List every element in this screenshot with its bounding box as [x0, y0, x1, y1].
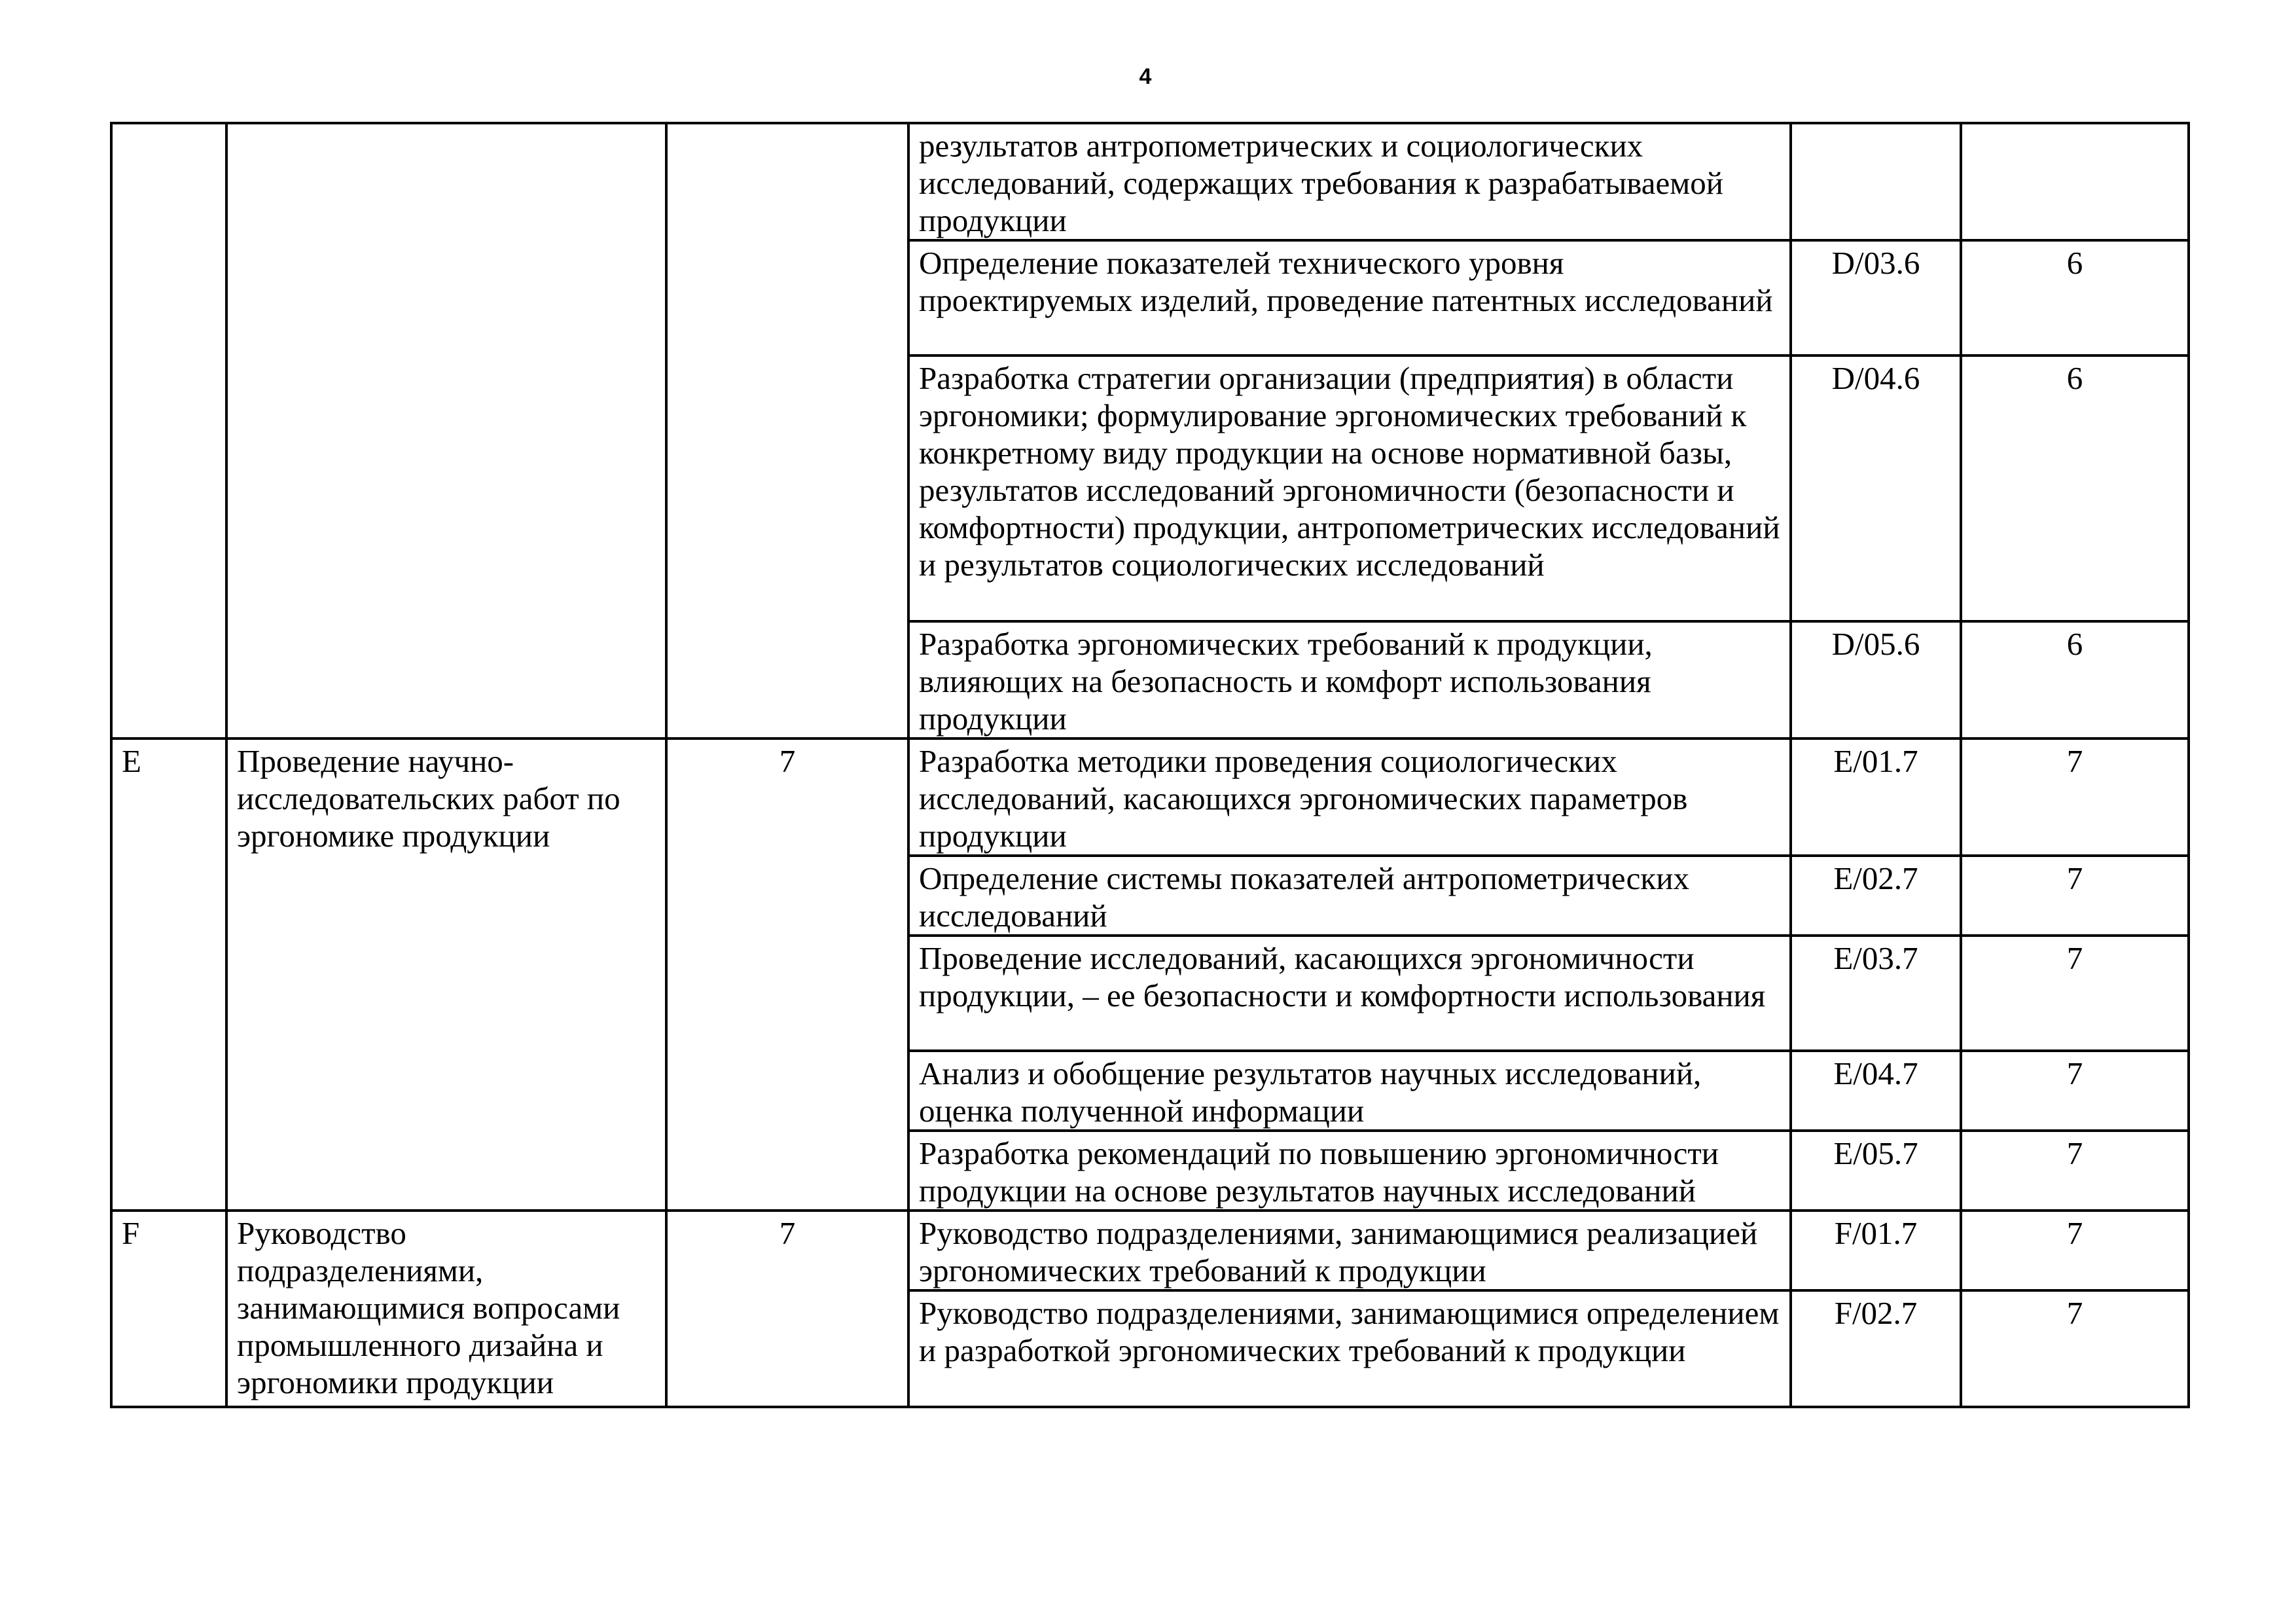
table-row — [111, 1211, 2189, 1290]
labor-function-name: Определение показателей технического уровня проектируемых изделий, проведение патентных исследований — [908, 240, 1791, 356]
labor-function-level: 6 — [1961, 240, 2189, 356]
labor-function-level: 7 — [1961, 739, 2189, 856]
labor-function-level: 7 — [1961, 1131, 2189, 1211]
generalized-function-name: Проведение научно-исследовательских работ по эргономике продукции — [226, 739, 666, 1211]
labor-function-code: E/02.7 — [1791, 856, 1961, 936]
labor-function-code: D/04.6 — [1791, 356, 1961, 621]
labor-function-code: F/01.7 — [1791, 1211, 1961, 1290]
labor-function-level: 7 — [1961, 1051, 2189, 1131]
page-number: 4 — [1139, 64, 1152, 89]
labor-function-name: Проведение исследований, касающихся эргономичности продукции, – ее безопасности и комфортности использования — [908, 936, 1791, 1051]
labor-functions-table — [110, 122, 2190, 1408]
labor-function-name: Разработка стратегии организации (предприятия) в области эргономики; формулирование эргономических требований к конкретному виду продукции на основе нормативной базы, результатов исследований эргономичности (безопасности и комфортности) продукции, антропометрических исследований и результатов социологических исследований — [908, 356, 1791, 621]
qualification-level: 7 — [666, 739, 908, 1211]
generalized-function-code: E — [111, 739, 226, 1211]
labor-function-code: F/02.7 — [1791, 1290, 1961, 1407]
labor-function-code: E/01.7 — [1791, 739, 1961, 856]
labor-function-code: E/05.7 — [1791, 1131, 1961, 1211]
labor-function-level: 6 — [1961, 621, 2189, 739]
generalized-function-name — [226, 123, 666, 739]
labor-function-name: Руководство подразделениями, занимающимися реализацией эргономических требований к продукции — [908, 1211, 1791, 1290]
qualification-level — [666, 123, 908, 739]
table-row — [111, 739, 2189, 856]
labor-function-name: Определение системы показателей антропометрических исследований — [908, 856, 1791, 936]
labor-function-name: результатов антропометрических и социологических исследований, содержащих требования к разрабатываемой продукции — [908, 123, 1791, 240]
labor-function-level: 7 — [1961, 1290, 2189, 1407]
table-row — [111, 123, 2189, 240]
labor-function-name: Разработка рекомендаций по повышению эргономичности продукции на основе результатов научных исследований — [908, 1131, 1791, 1211]
labor-function-name: Разработка методики проведения социологических исследований, касающихся эргономических параметров продукции — [908, 739, 1791, 856]
labor-function-name: Руководство подразделениями, занимающимися определением и разработкой эргономических требований к продукции — [908, 1290, 1791, 1407]
labor-function-level — [1961, 123, 2189, 240]
generalized-function-name: Руководство подразделениями, занимающимися вопросами промышленного дизайна и эргономики продукции — [226, 1211, 666, 1407]
labor-function-code: D/03.6 — [1791, 240, 1961, 356]
labor-function-code: E/03.7 — [1791, 936, 1961, 1051]
labor-function-name: Разработка эргономических требований к продукции, влияющих на безопасность и комфорт использования продукции — [908, 621, 1791, 739]
labor-function-name: Анализ и обобщение результатов научных исследований, оценка полученной информации — [908, 1051, 1791, 1131]
labor-function-code: E/04.7 — [1791, 1051, 1961, 1131]
labor-function-level: 7 — [1961, 1211, 2189, 1290]
generalized-function-code — [111, 123, 226, 739]
labor-function-level: 6 — [1961, 356, 2189, 621]
generalized-function-code: F — [111, 1211, 226, 1407]
labor-function-level: 7 — [1961, 856, 2189, 936]
labor-function-level: 7 — [1961, 936, 2189, 1051]
labor-function-code — [1791, 123, 1961, 240]
labor-function-code: D/05.6 — [1791, 621, 1961, 739]
qualification-level: 7 — [666, 1211, 908, 1407]
